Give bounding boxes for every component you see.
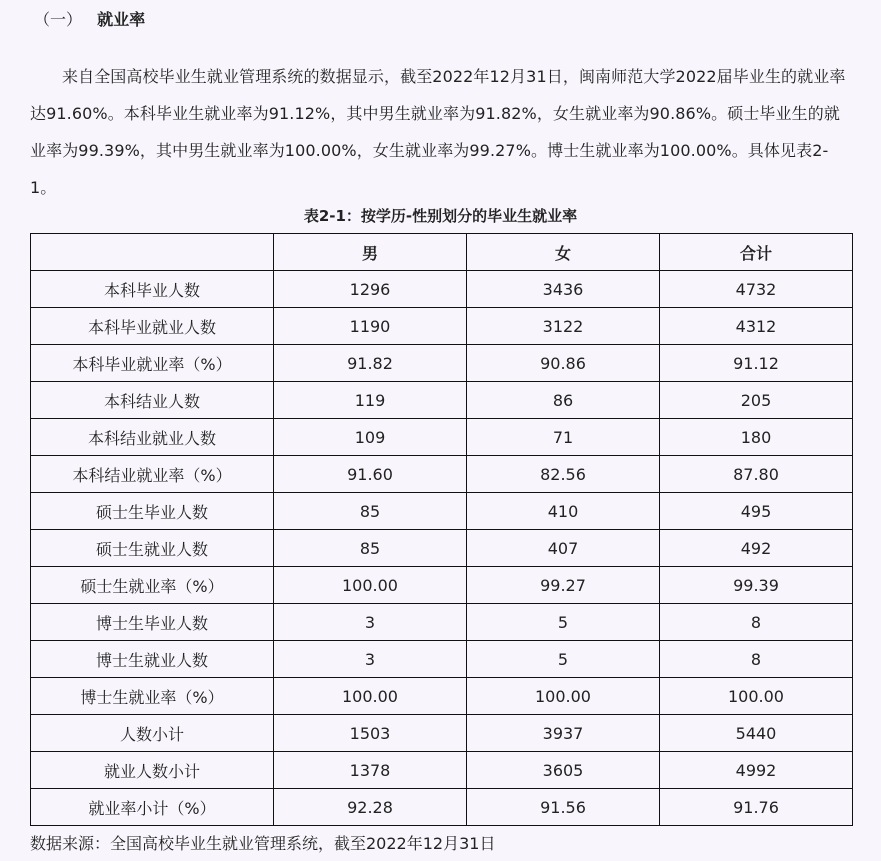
table-row <box>31 419 853 456</box>
row-label: 就业人数小计 <box>31 752 274 789</box>
table-row <box>31 678 853 715</box>
cell-female: 407 <box>467 530 660 567</box>
cell-male: 119 <box>274 382 467 419</box>
cell-female: 3605 <box>467 752 660 789</box>
header-total: 合计 <box>660 234 853 271</box>
row-label: 博士生毕业人数 <box>31 604 274 641</box>
cell-male: 85 <box>274 530 467 567</box>
cell-female: 5 <box>467 604 660 641</box>
cell-male: 1296 <box>274 271 467 308</box>
row-label: 硕士生毕业人数 <box>31 493 274 530</box>
cell-female: 3436 <box>467 271 660 308</box>
cell-total: 91.12 <box>660 345 853 382</box>
cell-female: 90.86 <box>467 345 660 382</box>
row-label: 本科结业人数 <box>31 382 274 419</box>
row-label: 本科毕业就业率（%） <box>31 345 274 382</box>
table-row <box>31 345 853 382</box>
row-label: 本科结业就业率（%） <box>31 456 274 493</box>
cell-total: 5440 <box>660 715 853 752</box>
cell-female: 100.00 <box>467 678 660 715</box>
cell-female: 3122 <box>467 308 660 345</box>
cell-female: 3937 <box>467 715 660 752</box>
table-row <box>31 456 853 493</box>
cell-female: 91.56 <box>467 789 660 826</box>
row-label: 硕士生就业率（%） <box>31 567 274 604</box>
cell-female: 5 <box>467 641 660 678</box>
cell-male: 91.60 <box>274 456 467 493</box>
cell-total: 492 <box>660 530 853 567</box>
cell-male: 3 <box>274 604 467 641</box>
employment-rate-table <box>30 233 853 826</box>
cell-total: 4992 <box>660 752 853 789</box>
row-label: 博士生就业人数 <box>31 641 274 678</box>
cell-total: 91.76 <box>660 789 853 826</box>
row-label: 就业率小计（%） <box>31 789 274 826</box>
cell-male: 100.00 <box>274 678 467 715</box>
cell-female: 410 <box>467 493 660 530</box>
cell-total: 205 <box>660 382 853 419</box>
cell-male: 1190 <box>274 308 467 345</box>
table-row <box>31 789 853 826</box>
cell-total: 99.39 <box>660 567 853 604</box>
table-row <box>31 308 853 345</box>
cell-male: 1378 <box>274 752 467 789</box>
cell-female: 86 <box>467 382 660 419</box>
cell-male: 92.28 <box>274 789 467 826</box>
cell-total: 100.00 <box>660 678 853 715</box>
cell-total: 8 <box>660 641 853 678</box>
section-number: （一） <box>34 10 83 29</box>
cell-male: 85 <box>274 493 467 530</box>
table-row <box>31 752 853 789</box>
cell-total: 180 <box>660 419 853 456</box>
cell-total: 8 <box>660 604 853 641</box>
row-label: 人数小计 <box>31 715 274 752</box>
row-label: 本科毕业人数 <box>31 271 274 308</box>
header-male: 男 <box>274 234 467 271</box>
row-label: 博士生就业率（%） <box>31 678 274 715</box>
header-empty <box>31 234 274 271</box>
table-row <box>31 271 853 308</box>
cell-female: 82.56 <box>467 456 660 493</box>
cell-total: 4312 <box>660 308 853 345</box>
cell-total: 87.80 <box>660 456 853 493</box>
cell-male: 1503 <box>274 715 467 752</box>
table-row <box>31 604 853 641</box>
cell-total: 4732 <box>660 271 853 308</box>
body-paragraph: 来自全国高校毕业生就业管理系统的数据显示，截至2022年12月31日，闽南师范大学2022届毕业生的就业率达91.60%。本科毕业生就业率为91.12%，其中男生就业率为91.82%，女生就业率为90.86%。硕士毕业生的就业率为99.39%，其中男生就业率为100.00%，女生就业率为99.27%。博士生就业率为100.00%。具体见表2-1。 <box>30 67 846 197</box>
section-heading <box>34 8 145 32</box>
cell-male: 3 <box>274 641 467 678</box>
table-row <box>31 493 853 530</box>
row-label: 硕士生就业人数 <box>31 530 274 567</box>
table-row <box>31 641 853 678</box>
data-source-note: 数据来源：全国高校毕业生就业管理系统，截至2022年12月31日 <box>30 834 496 853</box>
header-female: 女 <box>467 234 660 271</box>
cell-male: 91.82 <box>274 345 467 382</box>
cell-male: 109 <box>274 419 467 456</box>
table-row <box>31 530 853 567</box>
table-caption: 表2-1：按学历-性别划分的毕业生就业率 <box>303 207 578 225</box>
cell-male: 100.00 <box>274 567 467 604</box>
table-row <box>31 715 853 752</box>
table-row <box>31 567 853 604</box>
cell-female: 99.27 <box>467 567 660 604</box>
cell-female: 71 <box>467 419 660 456</box>
row-label: 本科毕业就业人数 <box>31 308 274 345</box>
table-header-row <box>31 234 853 271</box>
row-label: 本科结业就业人数 <box>31 419 274 456</box>
section-title: 就业率 <box>97 10 146 29</box>
table-row <box>31 382 853 419</box>
cell-total: 495 <box>660 493 853 530</box>
